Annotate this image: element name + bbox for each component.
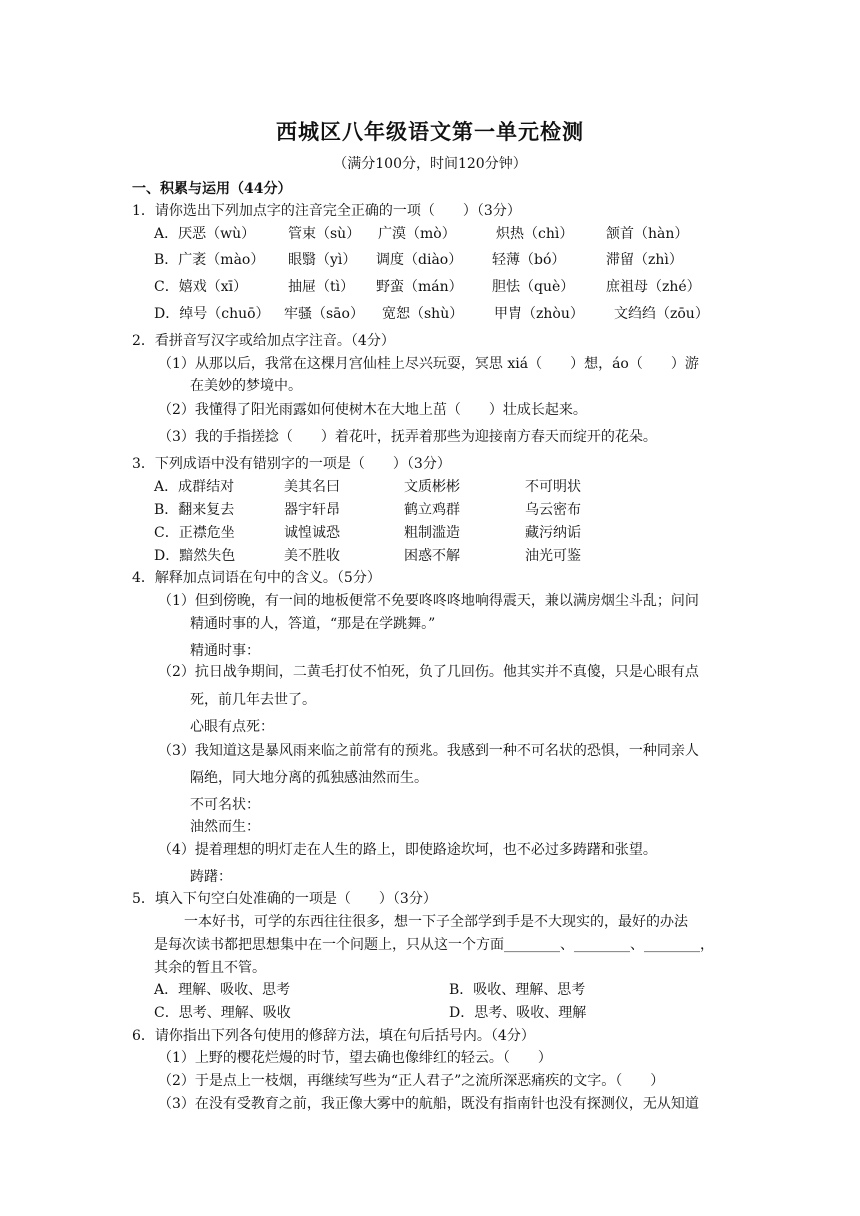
page-title: 西城区八年级语文第一单元检测 [276, 119, 584, 144]
answer-prompt: 不可名状： [190, 797, 260, 813]
option-cell: 不可明状 [525, 479, 581, 495]
option-cell: 眼翳（yì） [288, 252, 357, 268]
option-cell: B．广袤（mào） [154, 252, 265, 268]
answer-prompt: 精通时事： [190, 643, 260, 659]
option-cell: 滞留（zhì） [606, 252, 683, 268]
question-6-item-3: （3）在没有受教育之前，我正像大雾中的航船，既没有指南针也没有探测仪，无从知道 [158, 1096, 699, 1112]
option-cell: B．翻来复去 [154, 502, 235, 518]
option-cell: 粗制滥造 [404, 525, 460, 541]
question-6-item-1: （1）上野的樱花烂熳的时节，望去确也像绯红的轻云。（ ） [158, 1050, 552, 1066]
question-4-item-2: （2）抗日战争期间，二黄毛打仗不怕死，负了几回伤。他其实并不真傻，只是心眼有点 [158, 664, 699, 680]
option-cell: 诚惶诚恐 [284, 525, 340, 541]
option-cell: 调度（diào） [376, 252, 463, 268]
option-cell: 炽热（chì） [496, 226, 574, 242]
page-subtitle: （满分100分，时间120分钟） [333, 156, 527, 172]
section-heading: 一、积累与运用（44分） [132, 181, 292, 197]
answer-prompt: 油然而生： [190, 819, 260, 835]
option-cell: A．理解、吸收、思考 [154, 982, 291, 998]
question-6-item-2: （2）于是点上一枝烟，再继续写些为“正人君子”之流所深恶痛疾的文字。（ ） [158, 1073, 665, 1089]
question-5-text: 是每次读书都把思想集中在一个问题上，只从这一个方面________、________、________， [154, 937, 714, 953]
option-cell: 管束（sù） [288, 226, 361, 242]
option-cell: 美其名曰 [284, 479, 340, 495]
option-cell: 胆怯（què） [492, 279, 575, 295]
question-4-item-3-cont: 隔绝，同大地分离的孤独感油然而生。 [190, 770, 428, 786]
option-cell: C．正襟危坐 [154, 525, 235, 541]
question-2-item-1: （1）从那以后，我常在这棵月宫仙桂上尽兴玩耍，冥思 xiá（ ）想，áo（ ）游 [158, 356, 699, 372]
question-2-item-1-cont: 在美妙的梦境中。 [190, 378, 302, 394]
option-cell: 庶祖母（zhé） [606, 279, 701, 295]
option-cell: 藏污纳诟 [525, 525, 581, 541]
question-5-text: 一本好书，可学的东西往往很多，想一下子全部学到手是不大现实的，最好的办法 [184, 914, 688, 930]
answer-prompt: 踌躇： [190, 869, 232, 885]
question-5-text: 其余的暂且不管。 [154, 960, 266, 976]
question-6-stem: 6．请你指出下列各句使用的修辞方法，填在句后括号内。（4分） [132, 1028, 535, 1044]
option-cell: 甲胄（zhòu） [494, 306, 584, 322]
question-4-item-2-cont: 死，前几年去世了。 [190, 692, 316, 708]
question-4-stem: 4．解释加点词语在句中的含义。（5分） [132, 570, 381, 586]
option-cell: 油光可鉴 [525, 548, 581, 564]
option-cell: 乌云密布 [525, 502, 581, 518]
option-cell: C．思考、理解、吸收 [154, 1005, 291, 1021]
option-cell: 困惑不解 [404, 548, 460, 564]
option-cell: 野蛮（mán） [376, 279, 463, 295]
question-4-item-1: （1）但到傍晚，有一间的地板便常不免要咚咚咚地响得震天，兼以满房烟尘斗乱；问问 [158, 593, 699, 609]
question-4-item-4: （4）提着理想的明灯走在人生的路上，即使路途坎坷，也不必过多踌躇和张望。 [158, 842, 657, 858]
option-cell: B．吸收、理解、思考 [449, 982, 586, 998]
question-4-item-3: （3）我知道这是暴风雨来临之前常有的预兆。我感到一种不可名状的恐惧，一种同亲人 [158, 743, 699, 759]
option-cell: 抽屉（tì） [288, 279, 355, 295]
question-3-stem: 3．下列成语中没有错别字的一项是（ ）（3分） [132, 456, 451, 472]
option-cell: 美不胜收 [284, 548, 340, 564]
question-2-item-2: （2）我懂得了阳光雨露如何使树木在大地上茁（ ）壮成长起来。 [158, 402, 587, 418]
option-cell: 轻薄（bó） [492, 252, 566, 268]
question-5-stem: 5．填入下句空白处准确的一项是（ ）（3分） [132, 891, 437, 907]
option-cell: 宽恕（shù） [382, 306, 464, 322]
option-cell: D．思考、吸收、理解 [449, 1005, 587, 1021]
option-cell: C．嬉戏（xī） [154, 279, 248, 295]
option-cell: 器宇轩昂 [284, 502, 340, 518]
option-cell: 鹤立鸡群 [404, 502, 460, 518]
option-cell: 文质彬彬 [404, 479, 460, 495]
answer-prompt: 心眼有点死： [190, 719, 274, 735]
option-cell: 广漠（mò） [378, 226, 456, 242]
option-cell: A．厌恶（wù） [154, 226, 256, 242]
option-cell: 文绉绉（zōu） [614, 306, 709, 322]
option-cell: D．黯然失色 [154, 548, 236, 564]
question-1-stem: 1．请你选出下列加点字的注音完全正确的一项（ ）（3分） [132, 203, 521, 219]
question-2-item-3: （3）我的手指搓捻（ ）着花叶，抚弄着那些为迎接南方春天而绽开的花朵。 [158, 429, 657, 445]
option-cell: A．成群结对 [154, 479, 235, 495]
option-cell: 牢骚（sāo） [284, 306, 364, 322]
question-4-item-1-cont: 精通时事的人，答道，“那是在学跳舞。” [190, 616, 436, 632]
option-cell: D．绰号（chuō） [154, 306, 270, 322]
question-2-stem: 2．看拼音写汉字或给加点字注音。（4分） [132, 333, 395, 349]
option-cell: 颔首（hàn） [606, 226, 689, 242]
